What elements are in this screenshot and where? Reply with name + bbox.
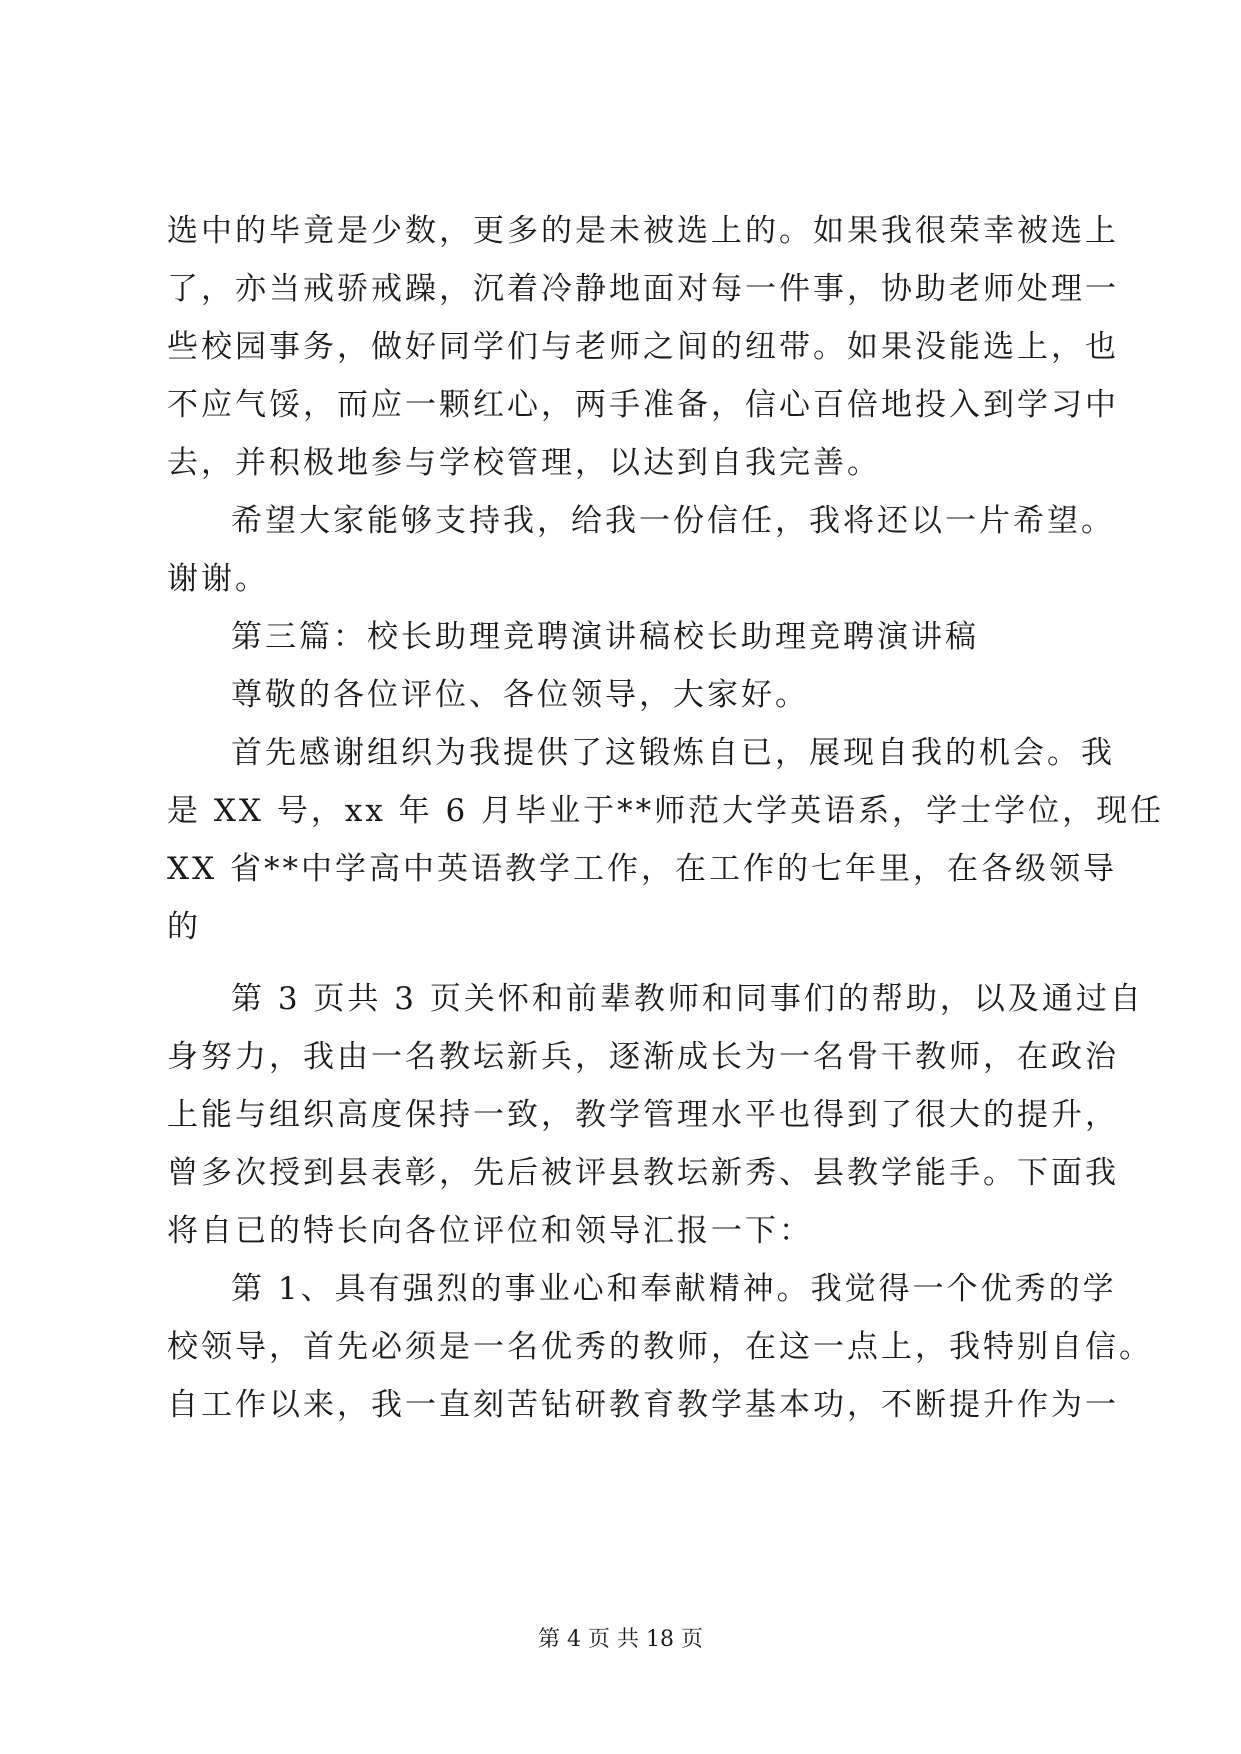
text-line: 谢谢。 [167, 561, 269, 597]
text-line: 了，亦当戒骄戒躁，沉着冷静地面对每一件事，协助老师处理一 [167, 271, 1119, 307]
text-line: 选中的毕竟是少数，更多的是未被选上的。如果我很荣幸被选上 [167, 213, 1119, 249]
text-line: 第 3 页共 3 页关怀和前辈教师和同事们的帮助，以及通过自 [231, 981, 1144, 1017]
text-line: XX 省**中学高中英语教学工作，在工作的七年里，在各级领导 [167, 851, 1117, 887]
text-line: 校领导，首先必须是一名优秀的教师，在这一点上，我特别自信。 [167, 1329, 1153, 1365]
text-line: 将自已的特长向各位评位和领导汇报一下： [167, 1213, 813, 1249]
text-line: 的 [167, 909, 201, 945]
text-line: 身努力，我由一名教坛新兵，逐渐成长为一名骨干教师，在政治 [167, 1039, 1119, 1075]
text-line: 第 1、具有强烈的事业心和奉献精神。我觉得一个优秀的学 [231, 1271, 1117, 1307]
text-line: 曾多次授到县表彰，先后被评县教坛新秀、县教学能手。下面我 [167, 1155, 1119, 1191]
text-line: 去，并积极地参与学校管理，以达到自我完善。 [167, 445, 881, 481]
text-line: 自工作以来，我一直刻苦钻研教育教学基本功，不断提升作为一 [167, 1387, 1119, 1423]
text-line: 是 XX 号，xx 年 6 月毕业于**师范大学英语系，学士学位，现任 [167, 793, 1165, 829]
text-line: 些校园事务，做好同学们与老师之间的纽带。如果没能选上，也 [167, 329, 1119, 365]
text-line: 不应气馁，而应一颗红心，两手准备，信心百倍地投入到学习中 [167, 387, 1119, 423]
section-heading: 第三篇：校长助理竞聘演讲稿校长助理竞聘演讲稿 [231, 619, 979, 655]
text-line: 希望大家能够支持我，给我一份信任，我将还以一片希望。 [231, 503, 1115, 539]
text-line: 首先感谢组织为我提供了这锻炼自已，展现自我的机会。我 [231, 735, 1115, 771]
text-line: 上能与组织高度保持一致，教学管理水平也得到了很大的提升， [167, 1097, 1119, 1133]
page-number-footer: 第 4 页 共 18 页 [538, 1627, 703, 1652]
salutation-line: 尊敬的各位评位、各位领导，大家好。 [231, 677, 809, 713]
